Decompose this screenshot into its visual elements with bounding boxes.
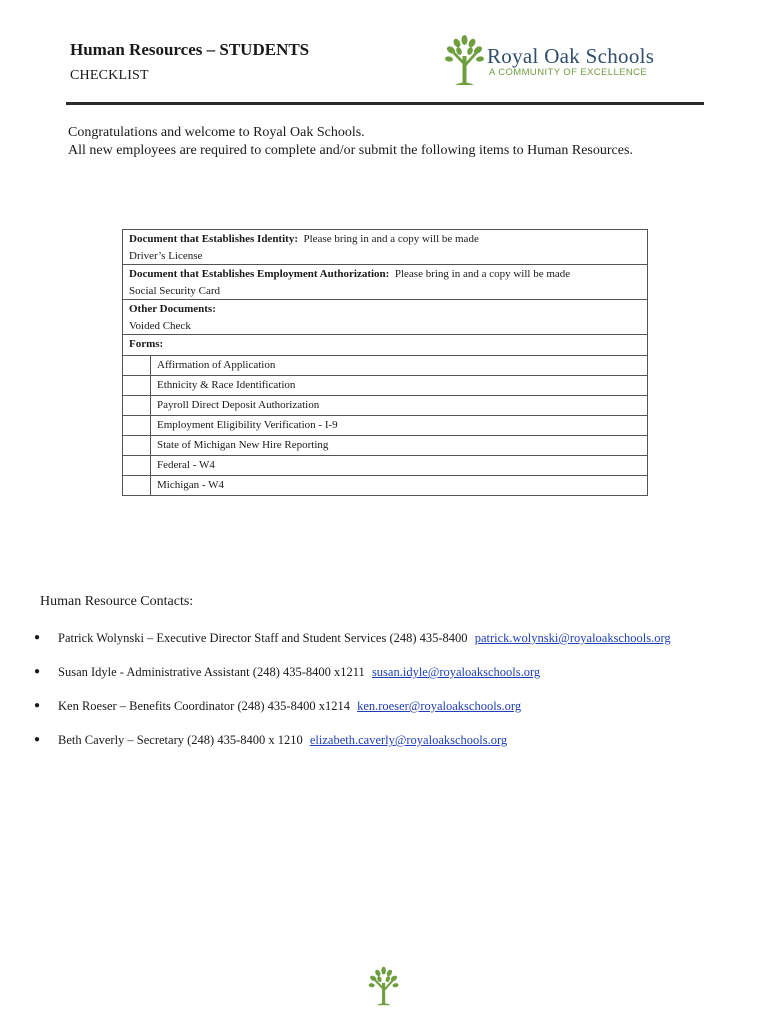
bullet-icon: ● [34, 666, 41, 677]
contact-email-link[interactable]: susan.idyle@royaloakschools.org [371, 665, 541, 679]
contacts-list [34, 628, 764, 764]
section-item: Social Security Card [129, 284, 221, 297]
contacts-heading: Human Resource Contacts: [40, 594, 194, 609]
checkbox-cell[interactable] [123, 475, 151, 495]
table-row [123, 375, 647, 395]
contact-details: Susan Idyle - Administrative Assistant (248) 435-8400 x1211 [58, 665, 365, 679]
logo-tagline: A COMMUNITY OF EXCELLENCE [489, 67, 648, 78]
section-item: Driver’s License [129, 249, 203, 262]
list-item [34, 628, 764, 662]
form-name: Employment Eligibility Verification - I-9 [157, 418, 338, 431]
form-name: Payroll Direct Deposit Authorization [157, 398, 320, 411]
form-name: Ethnicity & Race Identification [157, 378, 296, 391]
tree-icon [445, 34, 485, 86]
checkbox-cell[interactable] [123, 435, 151, 455]
table-row [123, 395, 647, 415]
form-name: Affirmation of Application [157, 358, 276, 371]
table-row [123, 356, 647, 376]
identity-section [123, 230, 647, 265]
section-note: Please bring in and a copy will be made [394, 268, 571, 280]
section-note: Please bring in and a copy will be made [303, 233, 479, 245]
welcome-line: All new employees are required to complete and/or submit the following items to Human Resources. [68, 143, 633, 158]
form-name: Federal - W4 [157, 458, 215, 471]
header-divider [66, 102, 704, 105]
table-row [123, 475, 647, 495]
forms-list [123, 356, 647, 495]
bullet-icon: ● [34, 632, 41, 643]
table-row [123, 435, 647, 455]
checklist-table [122, 229, 648, 496]
section-heading: Document that Establishes Identity: [129, 233, 298, 245]
checkbox-cell[interactable] [123, 356, 151, 376]
form-name: State of Michigan New Hire Reporting [157, 438, 329, 451]
list-item [34, 662, 764, 696]
contact-details: Patrick Wolynski – Executive Director Staff and Student Services (248) 435-8400 [58, 631, 468, 645]
bullet-icon: ● [34, 700, 41, 711]
bullet-icon: ● [34, 734, 41, 745]
section-heading: Other Documents: [129, 303, 216, 315]
table-row [123, 415, 647, 435]
authorization-section [123, 265, 647, 300]
other-documents-section [123, 300, 647, 335]
logo-name: Royal Oak Schools [487, 44, 655, 68]
list-item [34, 730, 764, 764]
section-item: Voided Check [129, 319, 191, 332]
forms-section [123, 335, 647, 356]
checkbox-cell[interactable] [123, 395, 151, 415]
welcome-line: Congratulations and welcome to Royal Oak Schools. [68, 125, 365, 140]
list-item [34, 696, 764, 730]
checkbox-cell[interactable] [123, 415, 151, 435]
tree-icon [368, 966, 400, 1006]
contact-details: Ken Roeser – Benefits Coordinator (248) 435-8400 x1214 [58, 699, 350, 713]
contact-details: Beth Caverly – Secretary (248) 435-8400 x 1210 [58, 733, 303, 747]
checkbox-cell[interactable] [123, 375, 151, 395]
contact-email-link[interactable]: ken.roeser@royaloakschools.org [357, 699, 522, 713]
form-name: Michigan - W4 [157, 478, 225, 491]
section-heading: Forms: [129, 338, 164, 350]
page-title: Human Resources – STUDENTS [70, 40, 310, 59]
page-subtitle: CHECKLIST [70, 68, 149, 83]
royal-oak-schools-logo [445, 34, 695, 88]
contact-email-link[interactable]: elizabeth.caverly@royaloakschools.org [309, 733, 508, 747]
section-heading: Document that Establishes Employment Authorization: [129, 268, 390, 280]
table-row [123, 455, 647, 475]
checkbox-cell[interactable] [123, 455, 151, 475]
welcome-message [68, 124, 633, 160]
contact-email-link[interactable]: patrick.wolynski@royaloakschools.org [474, 631, 671, 645]
